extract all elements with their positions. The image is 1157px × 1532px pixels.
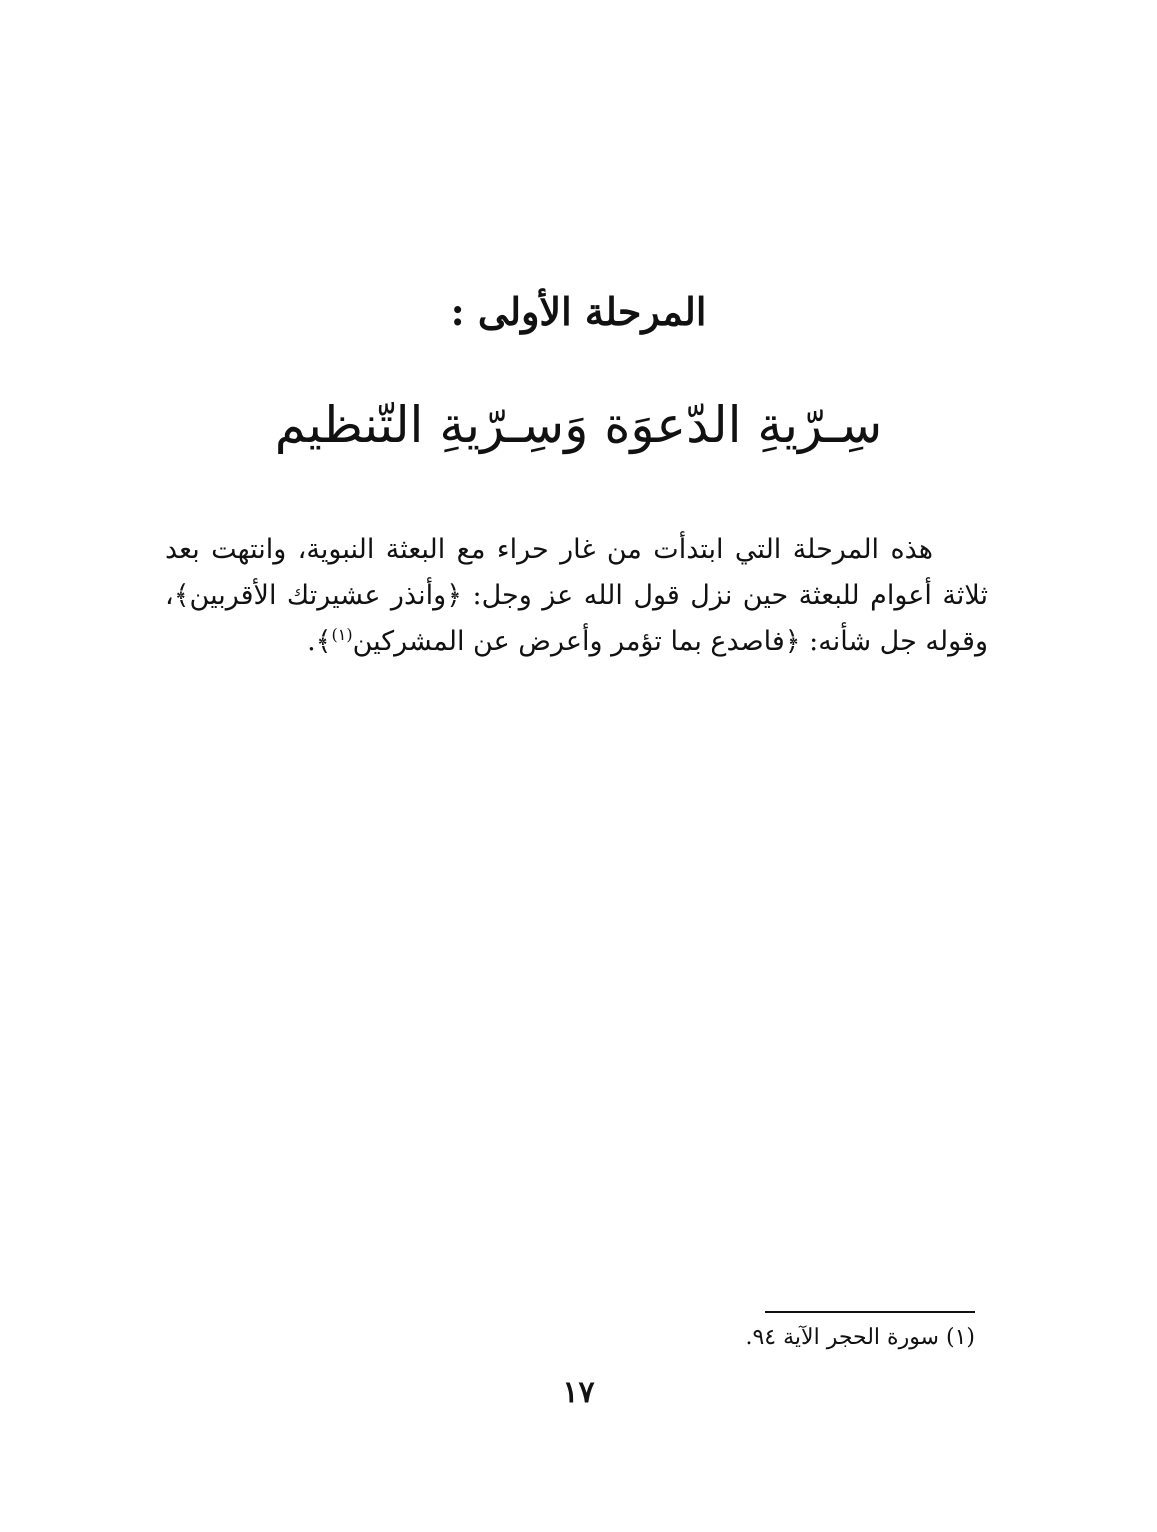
body-paragraph	[165, 527, 988, 665]
paragraph-text: هذه المرحلة التي ابتدأت من غار حراء مع البعثة النبوية، وانتهت بعد ثلاثة أعوام للبعثة حين نزل قول الله عز وجل: ﴿وأنذر عشيرتك الأقربين﴾، وقوله جل شأنه: ﴿فاصدع بما تؤمر وأعرض عن المشركين	[165, 534, 988, 657]
paragraph-closing: ﴾.	[307, 626, 332, 657]
stage-subtitle: سِـرّيةِ الدّعوَة وَسِـرّيةِ التّنظيم	[274, 396, 883, 454]
footnote-separator	[765, 1311, 975, 1313]
footnote-reference: (١)	[331, 625, 353, 644]
footnote: (١) سورة الحجر الآية ٩٤.	[745, 1325, 975, 1350]
stage-title: المرحلة الأولى :	[450, 289, 707, 334]
page-number: ١٧	[562, 1375, 595, 1410]
